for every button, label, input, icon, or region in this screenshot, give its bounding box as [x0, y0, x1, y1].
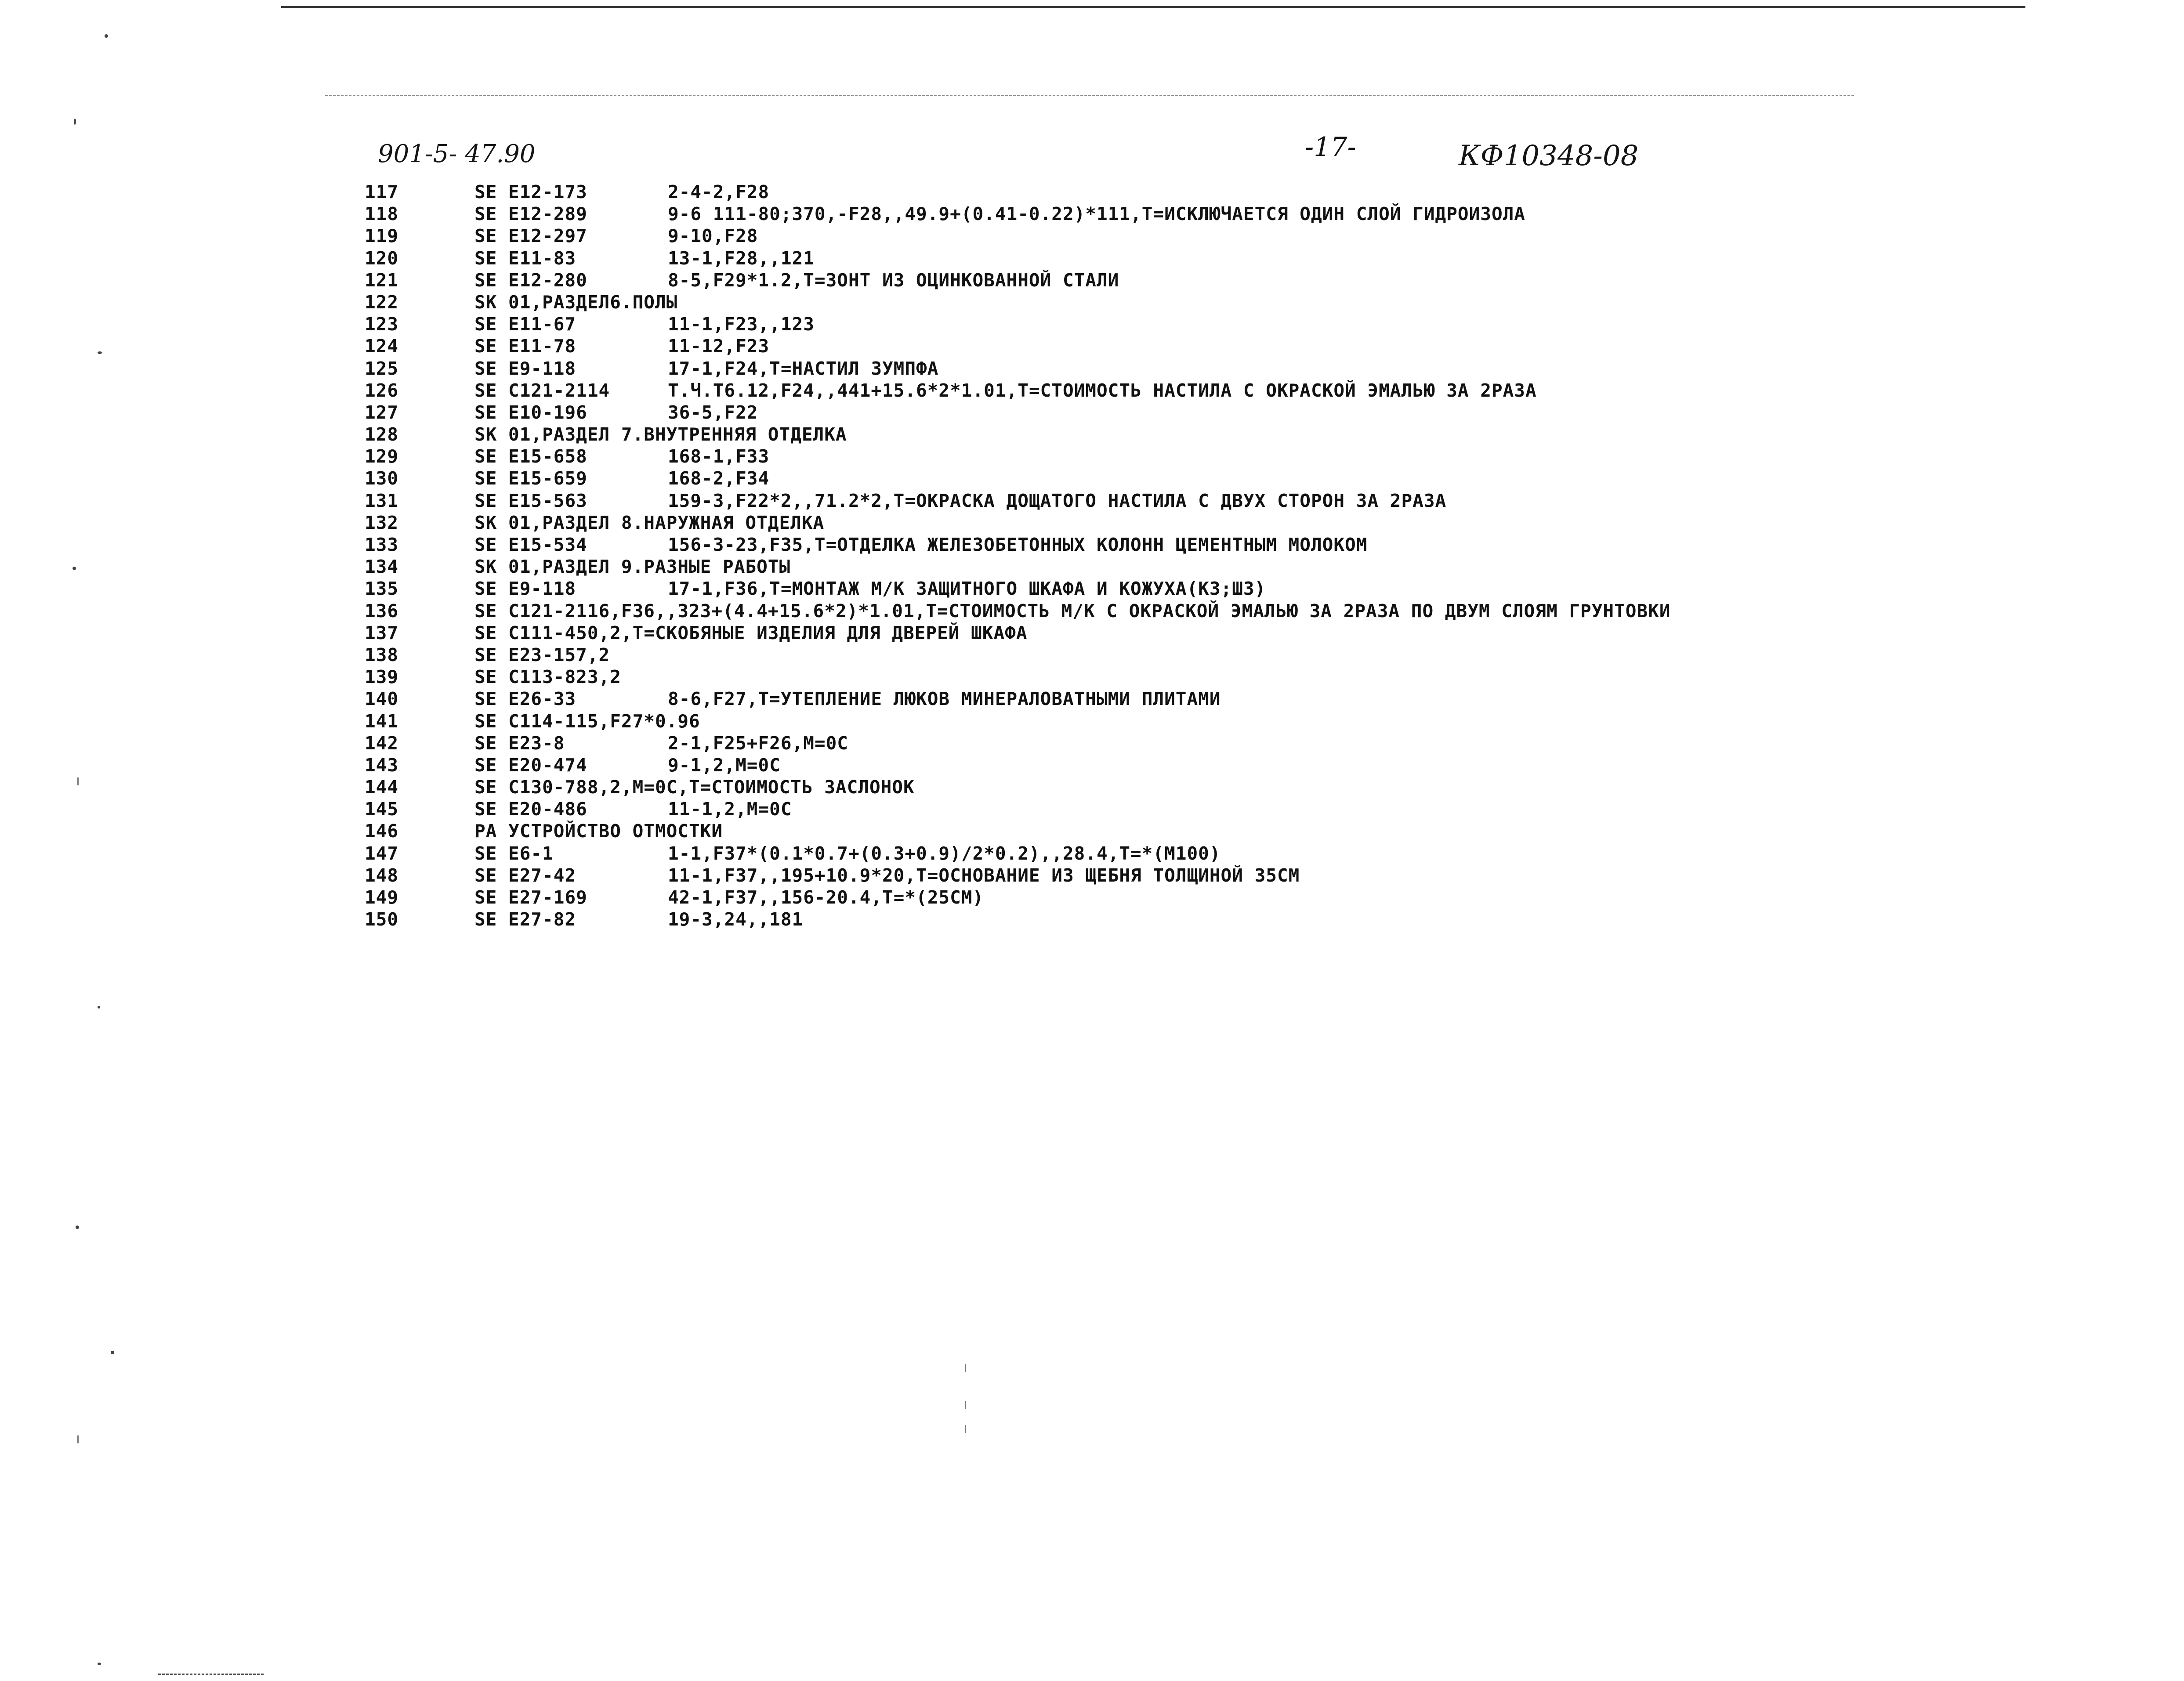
- operation-args: 168-1,F33: [668, 446, 770, 467]
- scan-speck: [98, 1663, 101, 1665]
- operation-code: SE E15-658: [474, 446, 587, 467]
- line-number: 133: [365, 534, 399, 555]
- operation-args: 19-3,24,,181: [668, 909, 804, 930]
- line-number: 130: [365, 468, 399, 489]
- operation-args: 11-1,2,M=0C: [668, 799, 792, 820]
- line-number: 145: [365, 799, 399, 820]
- operation-args: 17-1,F24,T=НАСТИЛ ЗУМПФА: [668, 358, 939, 379]
- page-number: -17-: [1305, 132, 1356, 163]
- operation-code: SE C130-788,2,M=0C,T=СТОИМОСТЬ ЗАСЛОНОК: [474, 777, 915, 798]
- operation-code: PA УСТРОЙСТВО ОТМОСТКИ: [474, 821, 723, 842]
- document-code: 901-5- 47.90: [378, 140, 536, 168]
- operation-args: 2-4-2,F28: [668, 181, 770, 202]
- line-number: 117: [365, 181, 399, 202]
- operation-code: SE E6-1: [474, 842, 554, 864]
- line-number: 132: [365, 512, 399, 533]
- operation-code: SE E20-474: [474, 754, 587, 776]
- operation-args: 156-3-23,F35,T=ОТДЕЛКА ЖЕЛЕЗОБЕТОННЫХ КОЛОНН ЦЕМЕНТНЫМ МОЛОКОМ: [668, 534, 1368, 555]
- operation-args: 8-5,F29*1.2,T=ЗОНТ ИЗ ОЦИНКОВАННОЙ СТАЛИ: [668, 269, 1119, 291]
- operation-code: SE E12-289: [474, 203, 587, 225]
- operation-args: 11-1,F23,,123: [668, 314, 815, 335]
- scan-speck: [105, 34, 108, 38]
- line-number: 150: [365, 909, 399, 930]
- operation-code: SE C121-2116,F36,,323+(4.4+15.6*2)*1.01,T=СТОИМОСТЬ М/К С ОКРАСКОЙ ЭМАЛЬЮ ЗА 2РАЗА ПО ДВУМ СЛОЯМ ГРУНТОВКИ: [474, 600, 1671, 622]
- line-number: 146: [365, 821, 399, 842]
- line-number: 128: [365, 424, 399, 445]
- line-number: 129: [365, 446, 399, 467]
- line-number: 148: [365, 864, 399, 886]
- scan-mark: [77, 1435, 79, 1443]
- line-number: 123: [365, 314, 399, 335]
- line-number: 121: [365, 269, 399, 291]
- operation-code: SK 01,РАЗДЕЛ 9.РАЗНЫЕ РАБОТЫ: [474, 556, 791, 578]
- line-number: 149: [365, 887, 399, 908]
- scan-mark: [965, 1364, 966, 1372]
- scan-mark: [77, 777, 79, 785]
- operation-code: SE E10-196: [474, 401, 587, 423]
- line-number: 136: [365, 600, 399, 622]
- operation-code: SE C114-115,F27*0.96: [474, 710, 700, 732]
- operation-code: SE E12-173: [474, 181, 587, 202]
- operation-code: SE E15-534: [474, 534, 587, 555]
- line-number: 138: [365, 644, 399, 665]
- sheet-code: КФ10348-08: [1459, 140, 1639, 172]
- scan-mark: [965, 1401, 966, 1409]
- operation-args: 8-6,F27,T=УТЕПЛЕНИЕ ЛЮКОВ МИНЕРАЛОВАТНЫМИ ПЛИТАМИ: [668, 688, 1221, 710]
- line-number: 120: [365, 247, 399, 269]
- operation-code: SE E26-33: [474, 688, 576, 710]
- operation-code: SE E23-157,2: [474, 644, 610, 665]
- operation-code: SE E27-42: [474, 864, 576, 886]
- line-number: 127: [365, 401, 399, 423]
- line-number: 122: [365, 291, 399, 313]
- operation-code: SE E12-280: [474, 269, 587, 291]
- scan-speck: [72, 567, 76, 570]
- scan-speck: [98, 351, 102, 354]
- operation-args: 17-1,F36,T=МОНТАЖ М/К ЗАЩИТНОГО ШКАФА И КОЖУХА(КЗ;ШЗ): [668, 578, 1266, 600]
- operation-args: 9-10,F28: [668, 225, 758, 247]
- operation-args: 11-1,F37,,195+10.9*20,T=ОСНОВАНИЕ ИЗ ЩЕБНЯ ТОЛЩИНОЙ 35СМ: [668, 864, 1300, 886]
- line-number: 143: [365, 754, 399, 776]
- line-number: 118: [365, 203, 399, 225]
- scan-speck: [111, 1351, 114, 1354]
- operation-args: 168-2,F34: [668, 468, 770, 489]
- operation-code: SE E15-563: [474, 490, 587, 511]
- operation-args: 42-1,F37,,156-20.4,T=*(25CM): [668, 887, 984, 908]
- line-number: 126: [365, 380, 399, 401]
- line-number: 139: [365, 666, 399, 688]
- top-border-line: [281, 6, 2025, 8]
- operation-args: 9-6 111-80;370,-F28,,49.9+(0.41-0.22)*111,T=ИСКЛЮЧАЕТСЯ ОДИН СЛОЙ ГИДРОИЗОЛА: [668, 203, 1525, 225]
- operation-code: SE C113-823,2: [474, 666, 621, 688]
- line-number: 137: [365, 622, 399, 643]
- scan-speck: [76, 1226, 79, 1229]
- operation-args: 36-5,F22: [668, 401, 758, 423]
- operation-code: SE E11-78: [474, 336, 576, 357]
- operation-code: SE E11-83: [474, 247, 576, 269]
- line-number: 147: [365, 842, 399, 864]
- operation-args: 13-1,F28,,121: [668, 247, 815, 269]
- dashed-separator: [325, 95, 1854, 96]
- operation-code: SE E27-82: [474, 909, 576, 930]
- operation-args: 9-1,2,M=0C: [668, 754, 781, 776]
- operation-code: SE E27-169: [474, 887, 587, 908]
- operation-code: SE E11-67: [474, 314, 576, 335]
- scan-speck: [98, 1006, 100, 1009]
- line-number: 141: [365, 710, 399, 732]
- scan-mark: [965, 1425, 966, 1433]
- operation-code: SE E9-118: [474, 358, 576, 379]
- operation-args: 1-1,F37*(0.1*0.7+(0.3+0.9)/2*0.2),,28.4,T=*(M100): [668, 842, 1221, 864]
- operation-args: T.Ч.T6.12,F24,,441+15.6*2*1.01,T=СТОИМОСТЬ НАСТИЛА С ОКРАСКОЙ ЭМАЛЬЮ ЗА 2РАЗА: [668, 380, 1537, 401]
- operation-code: SE E9-118: [474, 578, 576, 600]
- footer-dash: [158, 1674, 264, 1675]
- operation-code: SE C121-2114: [474, 380, 610, 401]
- line-number: 125: [365, 358, 399, 379]
- operation-args: 11-12,F23: [668, 336, 770, 357]
- line-number: 135: [365, 578, 399, 600]
- operation-code: SK 01,РАЗДЕЛ 7.ВНУТРЕННЯЯ ОТДЕЛКА: [474, 424, 847, 445]
- line-number: 124: [365, 336, 399, 357]
- operation-args: 159-3,F22*2,,71.2*2,T=ОКРАСКА ДОЩАТОГО НАСТИЛА С ДВУХ СТОРОН ЗА 2РАЗА: [668, 490, 1447, 511]
- operation-code: SK 01,РАЗДЕЛ6.ПОЛЫ: [474, 291, 678, 313]
- line-number: 131: [365, 490, 399, 511]
- scan-speck: [74, 119, 76, 125]
- line-number: 142: [365, 732, 399, 754]
- line-number: 140: [365, 688, 399, 710]
- operation-args: 2-1,F25+F26,M=0C: [668, 732, 848, 754]
- line-number: 144: [365, 777, 399, 798]
- operation-code: SE C111-450,2,T=СКОБЯНЫЕ ИЗДЕЛИЯ ДЛЯ ДВЕРЕЙ ШКАФА: [474, 622, 1028, 643]
- operation-code: SE E15-659: [474, 468, 587, 489]
- line-number: 119: [365, 225, 399, 247]
- operation-code: SE E12-297: [474, 225, 587, 247]
- operation-code: SE E23-8: [474, 732, 565, 754]
- operation-code: SE E20-486: [474, 799, 587, 820]
- line-number: 134: [365, 556, 399, 578]
- operation-code: SK 01,РАЗДЕЛ 8.НАРУЖНАЯ ОТДЕЛКА: [474, 512, 825, 533]
